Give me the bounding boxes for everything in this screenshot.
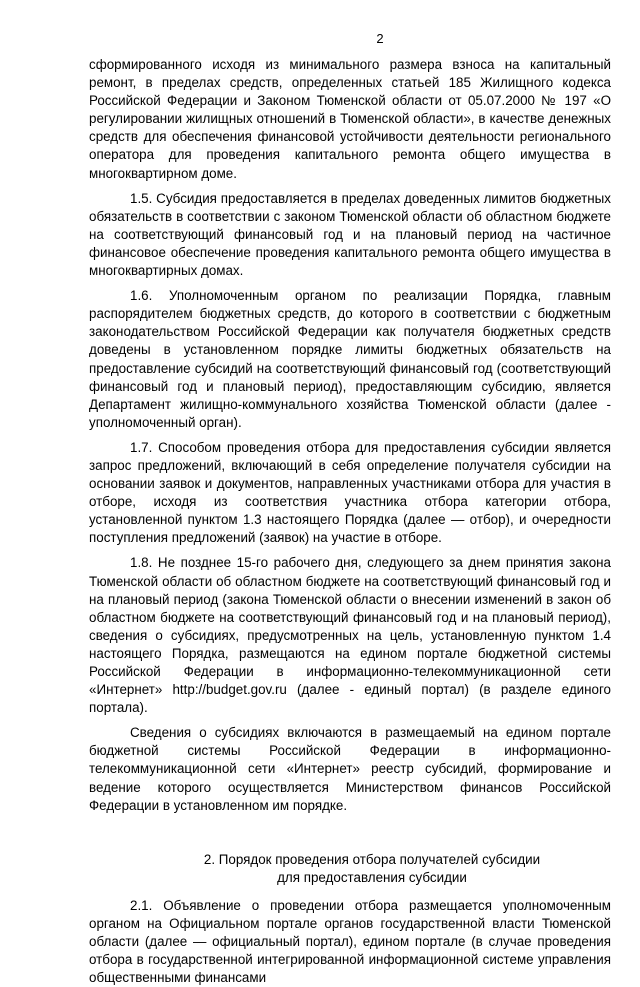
- section-heading-line-2: для предоставления субсидии: [277, 869, 467, 885]
- paragraph-1-6: 1.6. Уполномоченным органом по реализации Порядка, главным распорядителем бюджетных средств, до которого в соответствии с бюджетным законодательством Российской Федерации как получателя бюджетных средств доведены в установленном порядке лимиты бюджетных обязательств на предоставление субсидий на соответствующий финансовый год (соответствующий финансовый год и плановый период), предоставляющим субсидию, является Департамент жилищно-коммунального хозяйства Тюменской области (далее - уполномоченный орган).: [89, 288, 611, 430]
- paragraph-1-5: 1.5. Субсидия предоставляется в пределах доведенных лимитов бюджетных обязательств в соответствии с законом Тюменской области об областном бюджете на соответствующий финансовый год и на плановый период на частичное финансовое обеспечение проведения капитального ремонта общего имущества в многоквартирных домах.: [89, 190, 611, 279]
- paragraph-1-8: 1.8. Не позднее 15-го рабочего дня, следующего за днем принятия закона Тюменской области об областном бюджете на соответствующий финансовый год и на плановый период (закона Тюменской области о внесении изменений в закон об областном бюджете на соответствующий финансовый год и на плановый период), сведения о субсидиях, предусмотренных на цель, установленную пунктом 1.4 настоящего Порядка, размещаются на едином портале бюджетной системы Российской Федерации в информационно-телекоммуникационной сети «Интернет» http://budget.gov.ru (далее - единый портал) (в разделе единого портала).: [89, 555, 611, 716]
- paragraph-1-7: 1.7. Способом проведения отбора для предоставления субсидии является запрос предложений, включающий в себя определение получателя субсидии на основании заявок и документов, направленных участниками отбора для участия в отборе, исходя из соответствия участника отбора категории отбора, установленной пунктом 1.3 настоящего Порядка (далее — отбор), и очередности поступления предложений (заявок) на участие в отборе.: [89, 439, 611, 546]
- paragraph-subsidy-info: Сведения о субсидиях включаются в размещаемый на едином портале бюджетной системы Российской Федерации в информационно-телекоммуникационной сети «Интернет» реестр субсидий, формирование и ведение которого осуществляется Министерством финансов Российской Федерации в установленном им порядке.: [89, 725, 611, 813]
- page-number: 2: [376, 31, 384, 46]
- section-heading-line-1: 2. Порядок проведения отбора получателей субсидии: [203, 851, 541, 867]
- paragraph-2-1: 2.1. Объявление о проведении отбора размещается уполномоченным органом на Официальном портале органов государственной власти Тюменской области (далее — официальный портал), едином портале (в случае проведения отбора в государственной интегрированной информационной системе управления общественными финансами: [89, 897, 611, 986]
- paragraph-continuation: сформированного исходя из минимального размера взноса на капитальный ремонт, в пределах средств, определенных статьей 185 Жилищного кодекса Российской Федерации и Законом Тюменской области от 05.07.2000 № 197 «О регулировании жилищных отношений в Тюменской области», в качестве денежных средств для обеспечения финансовой устойчивости деятельности регионального оператора для проведения капитального ремонта общего имущества в многоквартирном доме.: [89, 57, 611, 181]
- section-heading: [133, 851, 611, 887]
